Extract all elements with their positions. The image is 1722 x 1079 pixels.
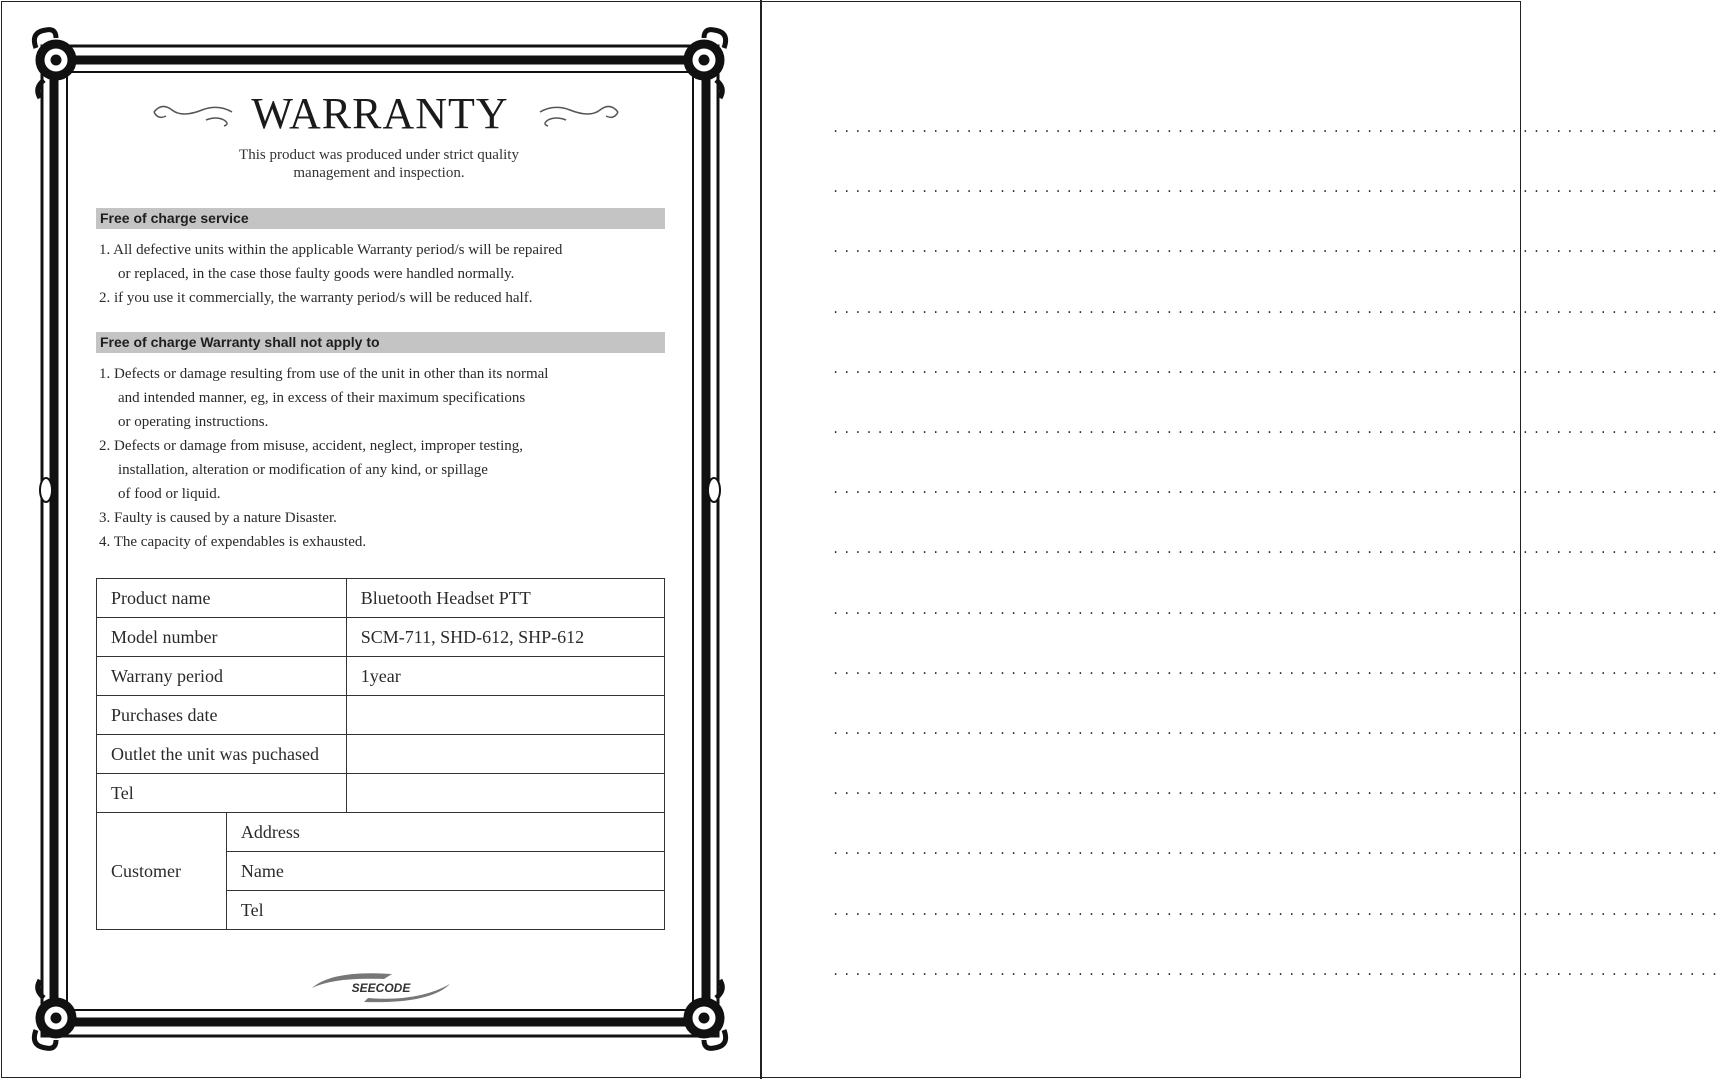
warranty-info-table (96, 578, 665, 930)
table-row (97, 774, 665, 813)
table-value-cell[interactable] (346, 774, 664, 813)
list-item (99, 238, 562, 286)
list-item-text: installation, alteration or modification of any kind, or spillage (118, 462, 488, 478)
table-value-cell[interactable]: SCM-711, SHD-612, SHP-612 (346, 618, 664, 657)
dotted-note-line[interactable]: ................................................................................ (832, 723, 1722, 737)
table-value-cell[interactable] (346, 735, 664, 774)
list-item (99, 530, 366, 554)
list-item-text: 2. Defects or damage from misuse, accident, neglect, improper testing, (99, 438, 524, 454)
dotted-note-line[interactable]: ................................................................................ (832, 662, 1722, 677)
page-title: WARRANTY (251, 89, 509, 138)
customer-label-cell: Customer (97, 813, 227, 930)
list-item-text: of food or liquid. (118, 486, 221, 502)
table-row (97, 618, 665, 657)
title-flourish-right-icon (534, 98, 624, 128)
dotted-note-line[interactable]: ................................................................................ (832, 783, 1722, 798)
table-label-cell: Warrany period (97, 657, 347, 696)
dotted-note-line[interactable]: ................................................................................ (832, 843, 1722, 858)
list-item-text: or operating instructions. (118, 414, 269, 430)
table-label-cell: Tel (97, 774, 347, 813)
table-row (97, 657, 665, 696)
dotted-note-line[interactable]: ................................................................................ (832, 241, 1722, 256)
dotted-note-line[interactable]: ................................................................................ (832, 602, 1722, 617)
list-item (99, 506, 337, 530)
seecode-logo (308, 968, 454, 1004)
table-label-cell: Model number (97, 618, 347, 657)
table-row (97, 813, 665, 852)
list-item-text: 3. Faulty is caused by a nature Disaster. (99, 510, 337, 526)
list-item-text: 2. if you use it commercially, the warranty period/s will be reduced half. (99, 290, 533, 306)
customer-tel-field[interactable]: Tel (226, 891, 664, 930)
table-value-cell[interactable] (346, 696, 664, 735)
table-label-cell: Purchases date (97, 696, 347, 735)
title-flourish-left-icon (148, 98, 238, 128)
dotted-note-line[interactable]: ................................................................................ (832, 963, 1722, 978)
table-value-cell[interactable]: 1year (346, 657, 664, 696)
section-heading-free-service: Free of charge service (96, 208, 665, 229)
customer-name-field[interactable]: Name (226, 852, 664, 891)
customer-address-field[interactable]: Address (226, 813, 664, 852)
dotted-note-line[interactable]: ................................................................................ (832, 482, 1722, 497)
table-label-cell: Product name (97, 579, 347, 618)
list-item-text: 4. The capacity of expendables is exhausted. (99, 534, 367, 550)
warranty-subtitle (150, 146, 608, 182)
table-row (97, 696, 665, 735)
table-row (97, 735, 665, 774)
list-item (99, 434, 523, 506)
dotted-note-line[interactable]: ................................................................................ (832, 301, 1722, 316)
table-label-cell: Outlet the unit was puchased (97, 735, 347, 774)
dotted-note-line[interactable]: ................................................................................ (832, 121, 1722, 135)
brand-logo-text: SEECODE (351, 981, 411, 995)
list-item-text: 1. All defective units within the applicable Warranty period/s will be repaired (99, 242, 563, 258)
dotted-note-line[interactable]: ................................................................................ (832, 542, 1722, 557)
subtitle-line: management and inspection. (293, 165, 465, 181)
list-item-text: or replaced, in the case those faulty goods were handled normally. (118, 266, 515, 282)
list-item (99, 362, 548, 434)
dotted-note-line[interactable]: ................................................................................ (832, 422, 1722, 436)
list-item (99, 286, 532, 310)
subtitle-line: This product was produced under strict quality (239, 147, 519, 163)
list-item-text: and intended manner, eg, in excess of their maximum specifications (118, 390, 526, 406)
table-value-cell[interactable]: Bluetooth Headset PTT (346, 579, 664, 618)
dotted-note-line[interactable]: ................................................................................ (832, 361, 1722, 376)
dotted-note-line[interactable]: ................................................................................ (832, 903, 1722, 918)
table-row (97, 579, 665, 618)
page-spine (760, 0, 762, 1079)
section-heading-exclusions: Free of charge Warranty shall not apply to (96, 332, 665, 353)
dotted-note-line[interactable]: ................................................................................ (832, 181, 1722, 196)
list-item-text: 1. Defects or damage resulting from use of the unit in other than its normal (99, 366, 549, 382)
